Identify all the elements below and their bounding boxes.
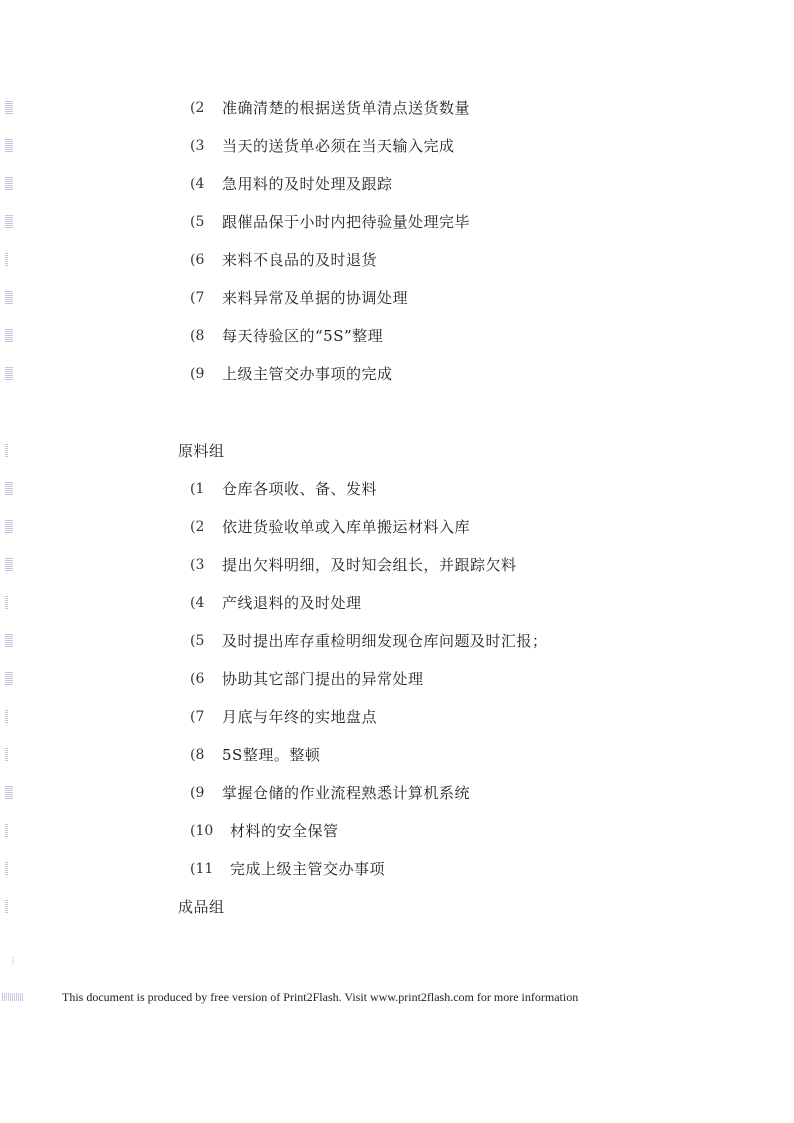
list-item (190, 479, 377, 499)
list-item (190, 212, 470, 232)
list-item (190, 174, 393, 194)
list-item (190, 98, 470, 118)
item-text: 协助其它部门提出的异常处理 (222, 670, 424, 688)
list-item (190, 288, 408, 308)
margin-artifact (5, 176, 13, 190)
list-item (190, 707, 377, 727)
margin-artifact (5, 214, 13, 228)
margin-artifact (5, 633, 13, 647)
item-number: (7 (190, 709, 205, 725)
item-number: (8 (190, 328, 205, 344)
item-text: 及时提出库存重检明细发现仓库问题及时汇报； (222, 632, 548, 650)
margin-artifact (5, 785, 13, 799)
item-number: (7 (190, 290, 205, 306)
item-number: (8 (190, 747, 205, 763)
item-number: (10 (190, 823, 214, 839)
margin-artifact (5, 595, 8, 609)
list-item (190, 364, 393, 384)
item-text: 急用料的及时处理及跟踪 (222, 175, 393, 193)
footer-artifact (2, 993, 24, 1001)
margin-artifact (5, 519, 13, 533)
list-item (190, 783, 470, 803)
item-text: 当天的送货单必须在当天输入完成 (222, 137, 455, 155)
item-number: (6 (190, 671, 205, 687)
item-text: 每天待验区的“5S”整理 (222, 327, 384, 345)
item-text: 来料不良品的及时退货 (222, 251, 378, 269)
item-text: 依进货验收单或入库单搬运材料入库 (222, 518, 471, 536)
list-item (190, 136, 455, 156)
list-item (190, 326, 383, 346)
margin-artifact (5, 823, 8, 837)
item-number: (4 (190, 595, 205, 611)
item-number: (6 (190, 252, 205, 268)
item-number: (3 (190, 138, 205, 154)
list-item (190, 669, 424, 689)
margin-artifact (5, 138, 13, 152)
item-number: (2 (190, 100, 205, 116)
list-item (190, 631, 548, 651)
item-text: 上级主管交办事项的完成 (222, 365, 393, 383)
section-heading-finished-goods: 成品组 (178, 898, 225, 916)
item-number: (11 (190, 861, 214, 877)
item-number: (5 (190, 633, 205, 649)
margin-artifact (5, 290, 13, 304)
margin-artifact (12, 955, 14, 965)
item-number: (9 (190, 366, 205, 382)
list-item (190, 859, 385, 879)
item-number: (2 (190, 519, 205, 535)
list-item (190, 745, 320, 765)
margin-artifact (5, 252, 8, 266)
watermark-footer: This document is produced by free version of Print2Flash. Visit www.print2flash.com for more information (62, 990, 579, 1004)
item-text: 提出欠料明细，及时知会组长，并跟踪欠料 (222, 556, 517, 574)
item-number: (9 (190, 785, 205, 801)
item-text: 月底与年终的实地盘点 (222, 708, 378, 726)
item-number: (5 (190, 214, 205, 230)
item-text: 准确清楚的根据送货单清点送货数量 (222, 99, 471, 117)
item-text: 5S整理。整顿 (222, 746, 321, 764)
item-text: 材料的安全保管 (230, 822, 339, 840)
margin-artifact (5, 671, 13, 685)
item-text: 来料异常及单据的协调处理 (222, 289, 409, 307)
margin-artifact (5, 557, 13, 571)
margin-artifact (5, 747, 8, 761)
list-item (190, 555, 517, 575)
item-number: (1 (190, 481, 205, 497)
item-text: 完成上级主管交办事项 (230, 860, 386, 878)
margin-artifact (5, 861, 8, 875)
section-heading-materials: 原料组 (178, 442, 225, 460)
item-text: 掌握仓储的作业流程熟悉计算机系统 (222, 784, 471, 802)
margin-artifact (5, 709, 8, 723)
item-number: (3 (190, 557, 205, 573)
margin-artifact (5, 443, 8, 457)
margin-artifact (5, 899, 8, 913)
margin-artifact (5, 481, 13, 495)
list-item (190, 821, 339, 841)
item-number: (4 (190, 176, 205, 192)
list-item (190, 593, 362, 613)
margin-artifact (5, 328, 13, 342)
list-item (190, 517, 470, 537)
margin-artifact (5, 100, 13, 114)
margin-artifact (5, 366, 13, 380)
list-item (190, 250, 377, 270)
item-text: 跟催品保于小时内把待验量处理完毕 (222, 213, 471, 231)
item-text: 仓库各项收、备、发料 (222, 480, 378, 498)
item-text: 产线退料的及时处理 (222, 594, 362, 612)
